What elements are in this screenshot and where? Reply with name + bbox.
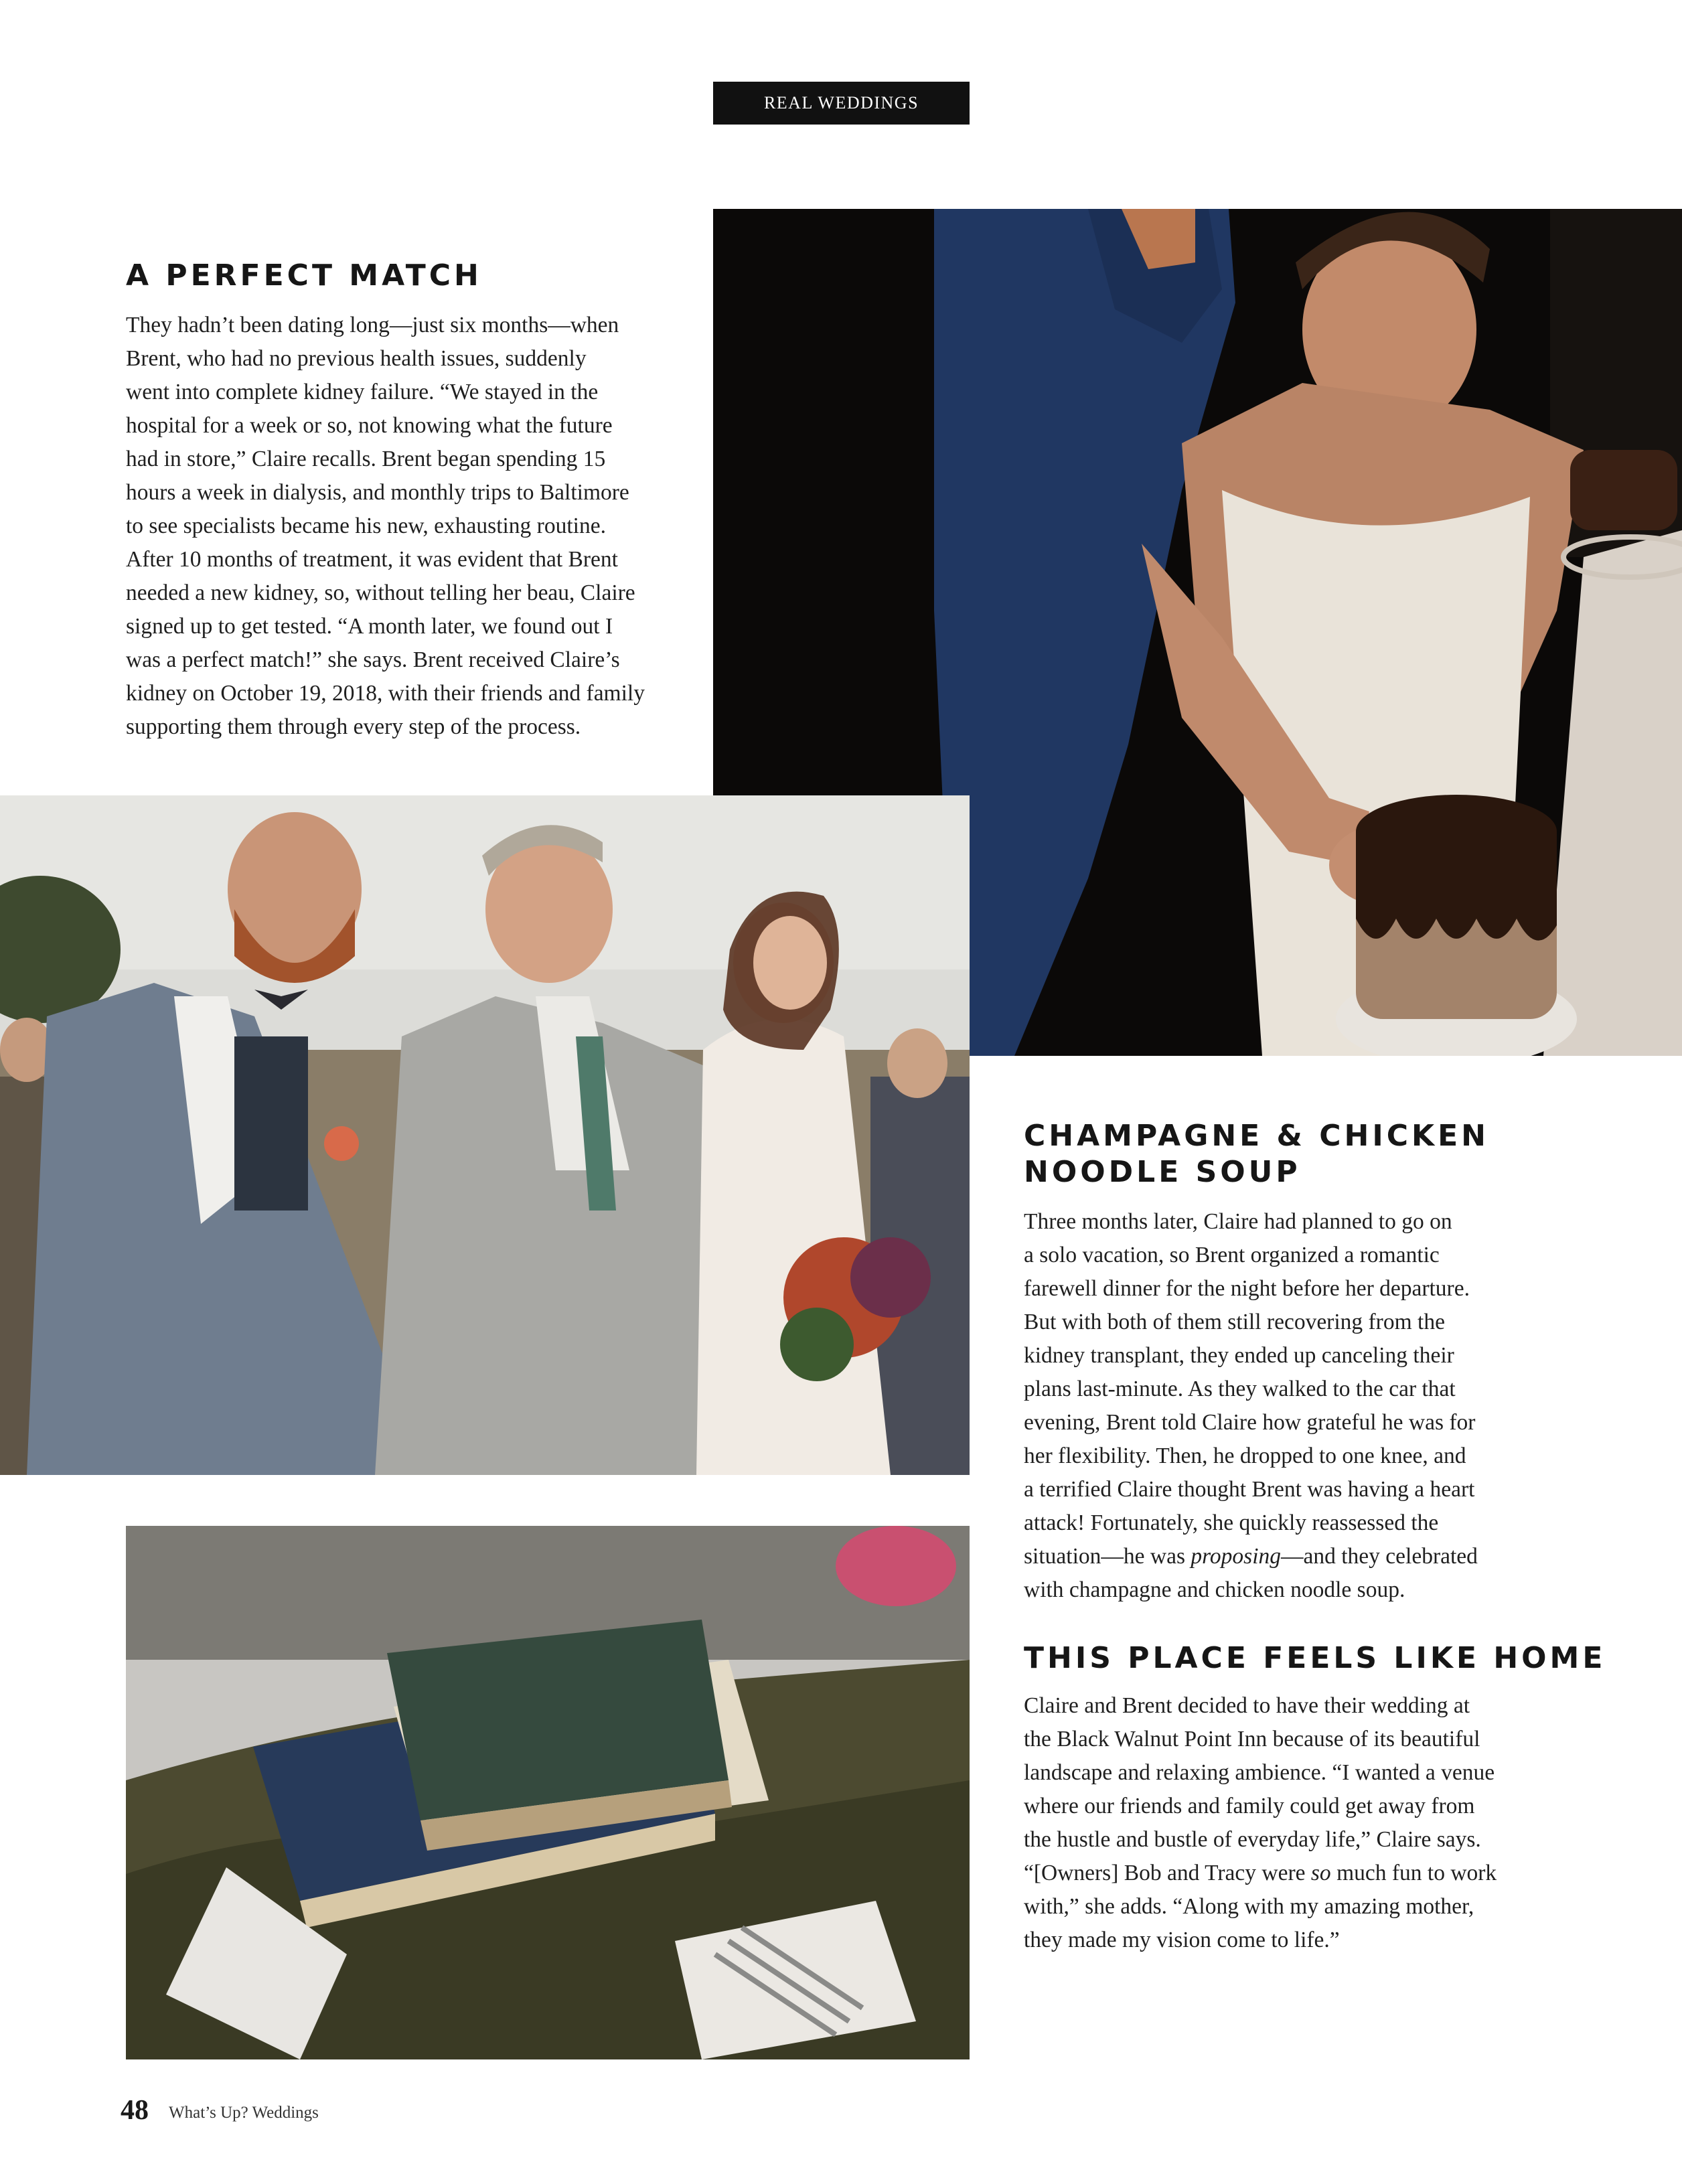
body-line: They hadn’t been dating long—just six months—when bbox=[126, 313, 619, 337]
body-line: with,” she adds. “Along with my amazing mother, bbox=[1024, 1894, 1474, 1919]
body-line: hours a week in dialysis, and monthly trips to Baltimore bbox=[126, 480, 629, 505]
body-line bbox=[1024, 1857, 1497, 1890]
body-line: the hustle and bustle of everyday life,” Claire says. bbox=[1024, 1827, 1481, 1852]
body-line: kidney on October 19, 2018, with their friends and family bbox=[126, 681, 645, 706]
heading-line: NOODLE SOUP bbox=[1024, 1155, 1301, 1189]
body-line: attack! Fortunately, she quickly reassessed the bbox=[1024, 1510, 1439, 1535]
body-line: signed up to get tested. “A month later, we found out I bbox=[126, 614, 613, 639]
body-line: needed a new kidney, so, without telling her beau, Claire bbox=[126, 580, 635, 605]
text-run: “[Owners] Bob and Tracy were bbox=[1024, 1861, 1311, 1885]
text-run: —and they celebrated bbox=[1281, 1544, 1478, 1569]
books-centerpiece-photo bbox=[126, 1526, 970, 2059]
text-run: much fun to work bbox=[1330, 1861, 1497, 1885]
body-line: farewell dinner for the night before her departure. bbox=[1024, 1276, 1470, 1301]
body-line: Claire and Brent decided to have their wedding at bbox=[1024, 1693, 1470, 1718]
body-line: the Black Walnut Point Inn because of its beautiful bbox=[1024, 1727, 1480, 1751]
body-line: But with both of them still recovering from the bbox=[1024, 1310, 1445, 1334]
section-body-perfect-match bbox=[126, 309, 645, 744]
italic-text: so bbox=[1310, 1861, 1331, 1885]
body-line: her flexibility. Then, he dropped to one knee, and bbox=[1024, 1444, 1466, 1468]
text-run: situation—he was bbox=[1024, 1544, 1191, 1569]
body-line: hospital for a week or so, not knowing what the future bbox=[126, 413, 613, 438]
body-line: was a perfect match!” she says. Brent received Claire’s bbox=[126, 647, 620, 672]
body-line: they made my vision come to life.” bbox=[1024, 1928, 1340, 1952]
body-line: plans last-minute. As they walked to the car that bbox=[1024, 1377, 1456, 1401]
body-line: Three months later, Claire had planned to go on bbox=[1024, 1209, 1452, 1234]
body-line bbox=[1024, 1540, 1478, 1573]
body-line: kidney transplant, they ended up canceling their bbox=[1024, 1343, 1454, 1368]
body-line: to see specialists became his new, exhausting routine. bbox=[126, 514, 606, 538]
section-body-home bbox=[1024, 1689, 1497, 1957]
body-line: landscape and relaxing ambience. “I wanted a venue bbox=[1024, 1760, 1495, 1785]
publication-name: What’s Up? Weddings bbox=[169, 2104, 319, 2122]
body-line: After 10 months of treatment, it was evident that Brent bbox=[126, 547, 618, 572]
page-number: 48 bbox=[121, 2095, 149, 2126]
section-body-champagne bbox=[1024, 1205, 1478, 1607]
processional-photo bbox=[0, 795, 970, 1475]
body-line: evening, Brent told Claire how grateful he was for bbox=[1024, 1410, 1476, 1435]
section-heading-home: THIS PLACE FEELS LIKE HOME bbox=[1024, 1641, 1606, 1675]
body-line: went into complete kidney failure. “We stayed in the bbox=[126, 380, 599, 404]
heading-line: CHAMPAGNE & CHICKEN bbox=[1024, 1119, 1489, 1153]
body-line: a solo vacation, so Brent organized a romantic bbox=[1024, 1243, 1440, 1267]
body-line: had in store,” Claire recalls. Brent began spending 15 bbox=[126, 447, 606, 471]
section-tag: REAL WEDDINGS bbox=[713, 82, 970, 125]
body-line: supporting them through every step of the process. bbox=[126, 714, 581, 739]
italic-text: proposing bbox=[1191, 1544, 1281, 1569]
section-heading-champagne bbox=[1024, 1118, 1489, 1190]
body-line: Brent, who had no previous health issues, suddenly bbox=[126, 346, 587, 371]
body-line: a terrified Claire thought Brent was having a heart bbox=[1024, 1477, 1475, 1502]
body-line: with champagne and chicken noodle soup. bbox=[1024, 1577, 1405, 1602]
body-line: where our friends and family could get away from bbox=[1024, 1794, 1475, 1818]
section-heading-perfect-match: A PERFECT MATCH bbox=[126, 258, 482, 293]
